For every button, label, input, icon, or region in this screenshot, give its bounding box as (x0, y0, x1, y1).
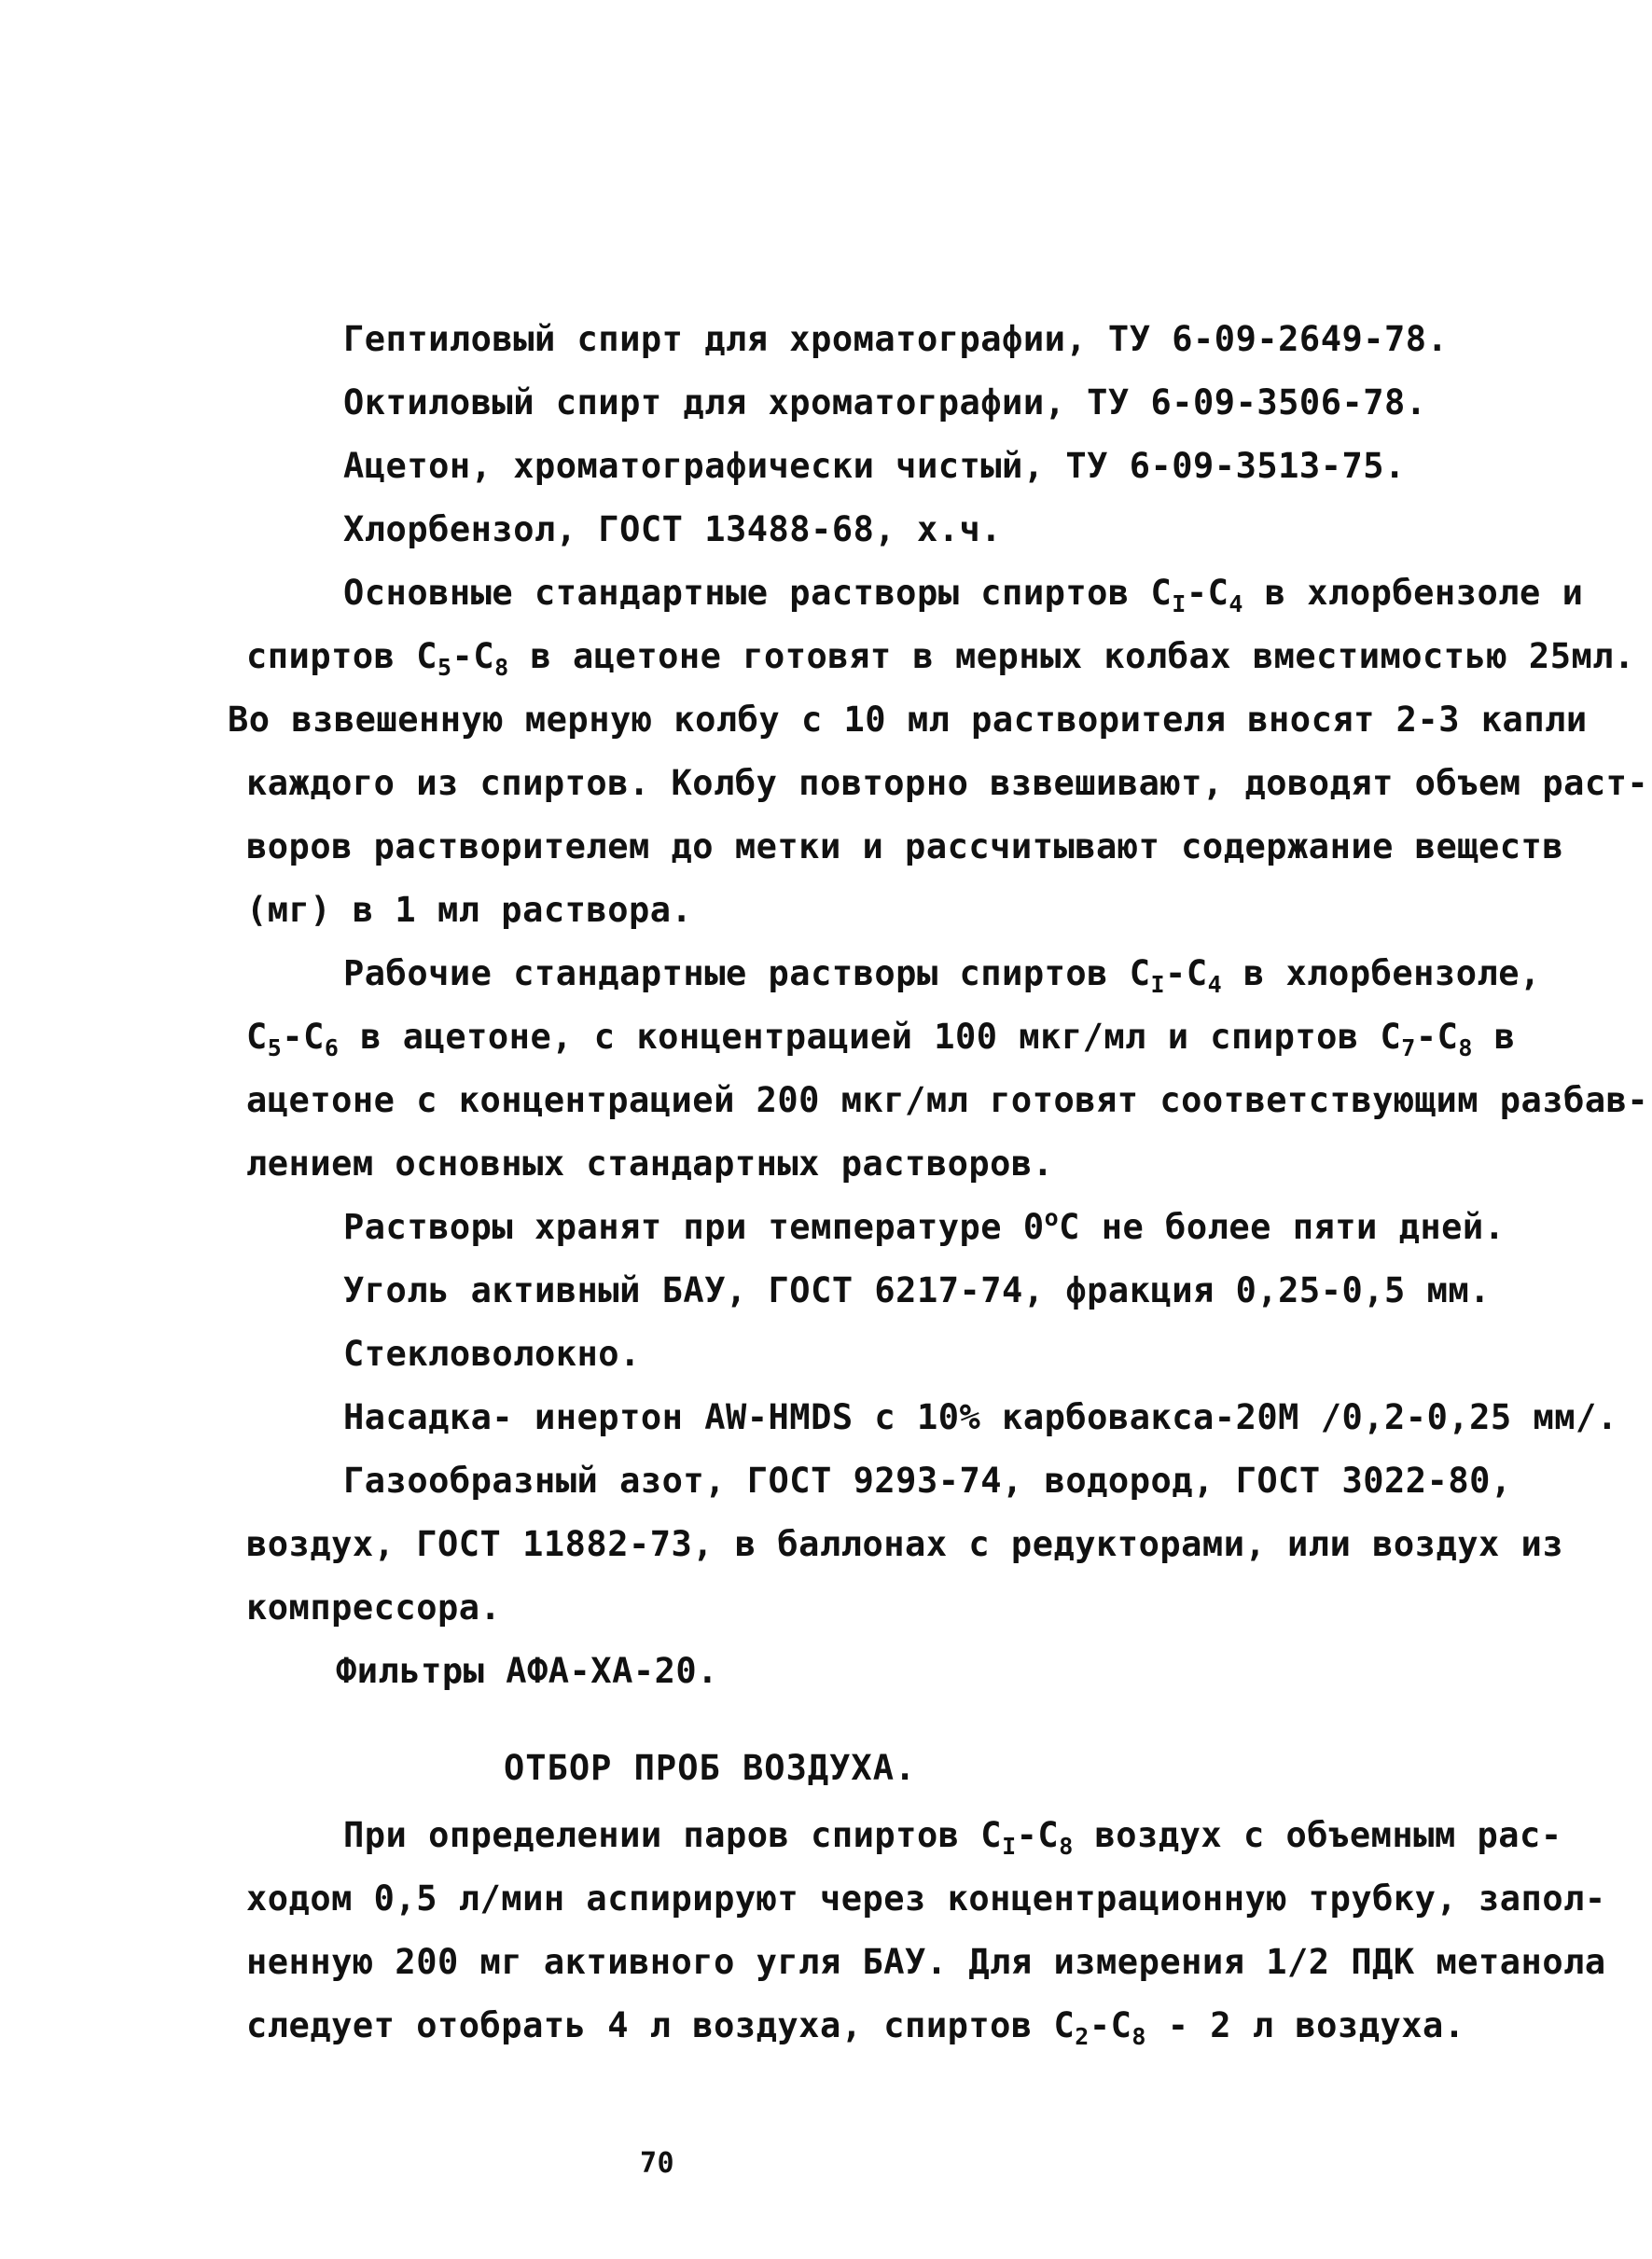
material-gases-line-1: Газообразный азот, ГОСТ 9293-74, водород, ГОСТ 3022-80, (343, 1461, 1512, 1501)
sampling-line-1: При определении паров спиртов $C_I-C_8$ воздух с объемным рас- (343, 1815, 1562, 1860)
material-coal-line: Уголь активный БАУ, ГОСТ 6217-74, фракция 0,25-0,5 мм. (343, 1270, 1491, 1310)
section-heading: ОТБОР ПРОБ ВОЗДУХА. (504, 1748, 917, 1788)
basic-solutions-line-5: воров растворителем до метки и рассчитывают содержание веществ (246, 826, 1564, 866)
basic-solutions-line-1: Основные стандартные растворы спиртов $C_I-C_4$ в хлорбензоле и (343, 573, 1584, 617)
sampling-line-3: ненную 200 мг активного угля БАУ. Для измерения 1/2 ПДК метанола (246, 1942, 1606, 1982)
basic-solutions-line-2: спиртов $C_5-C_8$ в ацетоне готовят в мерных колбах вместимостью 25мл. (246, 636, 1635, 681)
storage-line: Растворы хранят при температуре 0$^o$C не более пяти дней. (343, 1204, 1506, 1247)
material-gases-line-2: воздух, ГОСТ 11882-73, в баллонах с редукторами, или воздух из (246, 1524, 1564, 1564)
material-glasswool-line: Стекловолокно. (343, 1334, 641, 1374)
sampling-line-4: следует отобрать 4 л воздуха, спиртов $C_2-C_8 - 2$ л воздуха. (246, 2005, 1465, 2050)
material-packing-line: Насадка- инертон AW-HMDS с 10% карбовакса-20М /0,2-0,25 мм/. (343, 1397, 1618, 1437)
working-solutions-line-3: ацетоне с концентрацией 200 мкг/мл готовят соответствующим разбав- (246, 1080, 1649, 1120)
material-gases-line-3: компрессора. (246, 1587, 502, 1628)
page-number: 70 (640, 2147, 675, 2180)
material-filters-line: Фильтры АФА-ХА-20. (336, 1651, 718, 1691)
basic-solutions-line-3: Во взвешенную мерную колбу с 10 мл растворителя вносят 2-3 капли (228, 700, 1588, 740)
working-solutions-line-1: Рабочие стандартные растворы спиртов $C_I-C_4$ в хлорбензоле, (343, 953, 1541, 998)
reagent-chlorobenzene-line: Хлорбензол, ГОСТ 13488-68, х.ч. (343, 509, 1003, 549)
basic-solutions-line-4: каждого из спиртов. Колбу повторно взвешивают, доводят объем раст- (246, 763, 1649, 803)
reagent-acetone-line: Ацетон, хроматографически чистый, ТУ 6-09-3513-75. (343, 446, 1406, 486)
basic-solutions-line-6: (мг) в 1 мл раствора. (246, 890, 693, 930)
working-solutions-line-2: $C_5-C_6$ в ацетоне, с концентрацией 100 мкг/мл и спиртов $C_7-C_8$ в (246, 1017, 1516, 1061)
reagent-heptyl-line: Гептиловый спирт для хроматографии, ТУ 6-09-2649-78. (343, 319, 1449, 359)
sampling-line-2: ходом 0,5 л/мин аспирируют через концентрационную трубку, запол- (246, 1878, 1606, 1919)
working-solutions-line-4: лением основных стандартных растворов. (246, 1143, 1054, 1184)
reagent-octyl-line: Октиловый спирт для хроматографии, ТУ 6-09-3506-78. (343, 382, 1427, 423)
